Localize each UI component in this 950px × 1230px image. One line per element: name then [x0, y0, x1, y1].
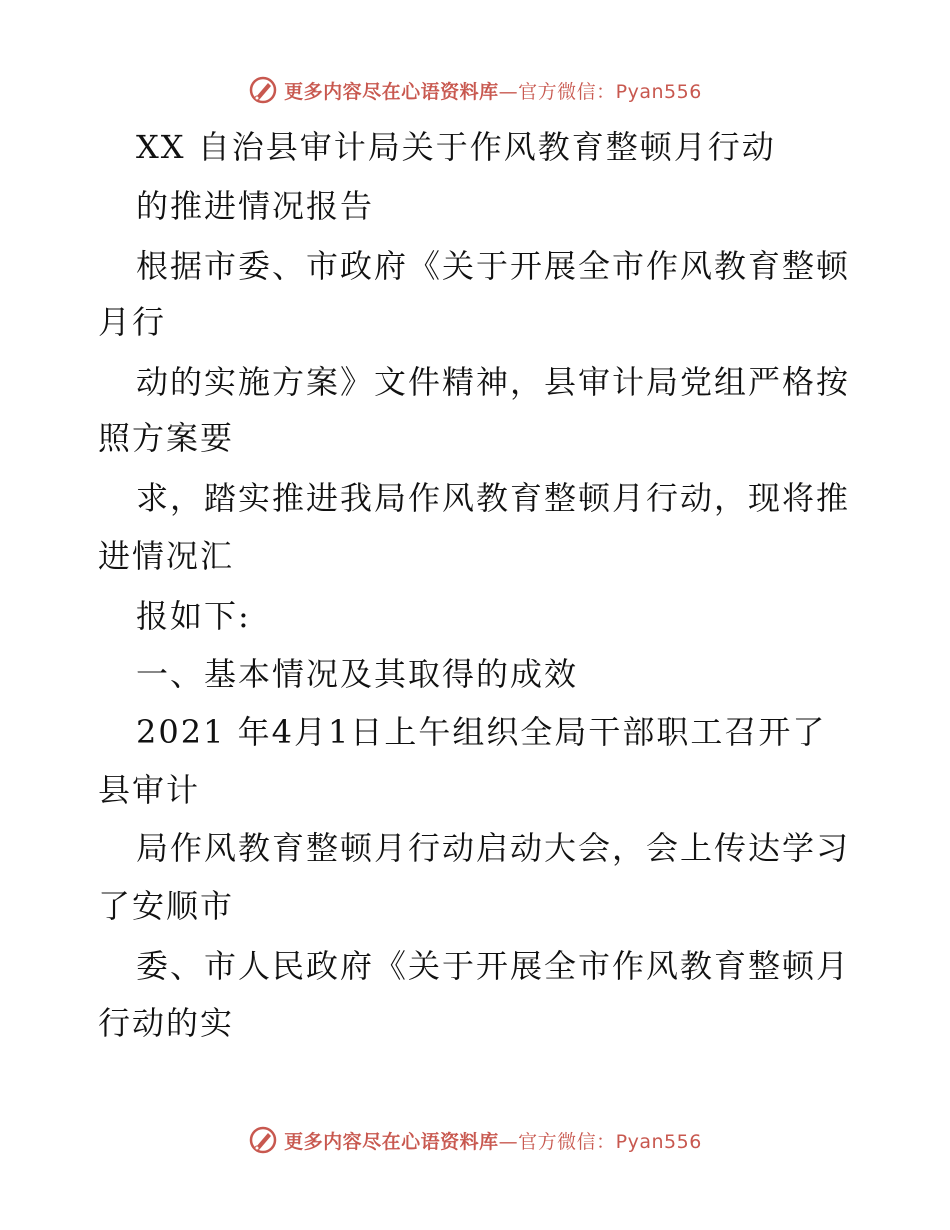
paragraph-line: 根据市委、市政府《关于开展全市作风教育整顿	[136, 247, 851, 285]
paragraph-line: 动的实施方案》文件精神，县审计局党组严格按	[136, 363, 851, 401]
paragraph-line: 报如下:	[136, 597, 251, 635]
paragraph-line: 局作风教育整顿月行动启动大会，会上传达学习	[136, 829, 851, 867]
watermark-official: 官方微信：Pyan556	[518, 80, 702, 103]
paragraph-line: 行动的实	[98, 1004, 235, 1042]
document-title-line-1: XX 自治县审计局关于作风教育整顿月行动	[136, 128, 776, 166]
watermark-official: 官方微信：Pyan556	[518, 1130, 702, 1153]
document-title-line-2: 的推进情况报告	[136, 187, 375, 225]
watermark-brand: 更多内容尽在心语资料库	[284, 80, 499, 103]
watermark-brand: 更多内容尽在心语资料库	[284, 1130, 499, 1153]
watermark-separator: —	[498, 1130, 519, 1153]
paragraph-line: 求，踏实推进我局作风教育整顿月行动，现将推	[136, 479, 851, 517]
paragraph-line: 照方案要	[98, 419, 235, 457]
paragraph-line: 了安顺市	[98, 887, 235, 925]
pen-circle-logo-icon	[248, 1125, 278, 1155]
footer-watermark	[0, 1120, 950, 1160]
paragraph-line: 委、市人民政府《关于开展全市作风教育整顿月	[136, 947, 851, 985]
section-heading: 一、基本情况及其取得的成效	[136, 655, 579, 693]
paragraph-line: 县审计	[98, 771, 201, 809]
paragraph-line: 进情况汇	[98, 537, 235, 575]
paragraph-line: 2021 年4月1日上午组织全局干部职工召开了	[136, 713, 827, 751]
watermark-separator: —	[498, 80, 519, 103]
paragraph-line: 月行	[98, 303, 167, 341]
